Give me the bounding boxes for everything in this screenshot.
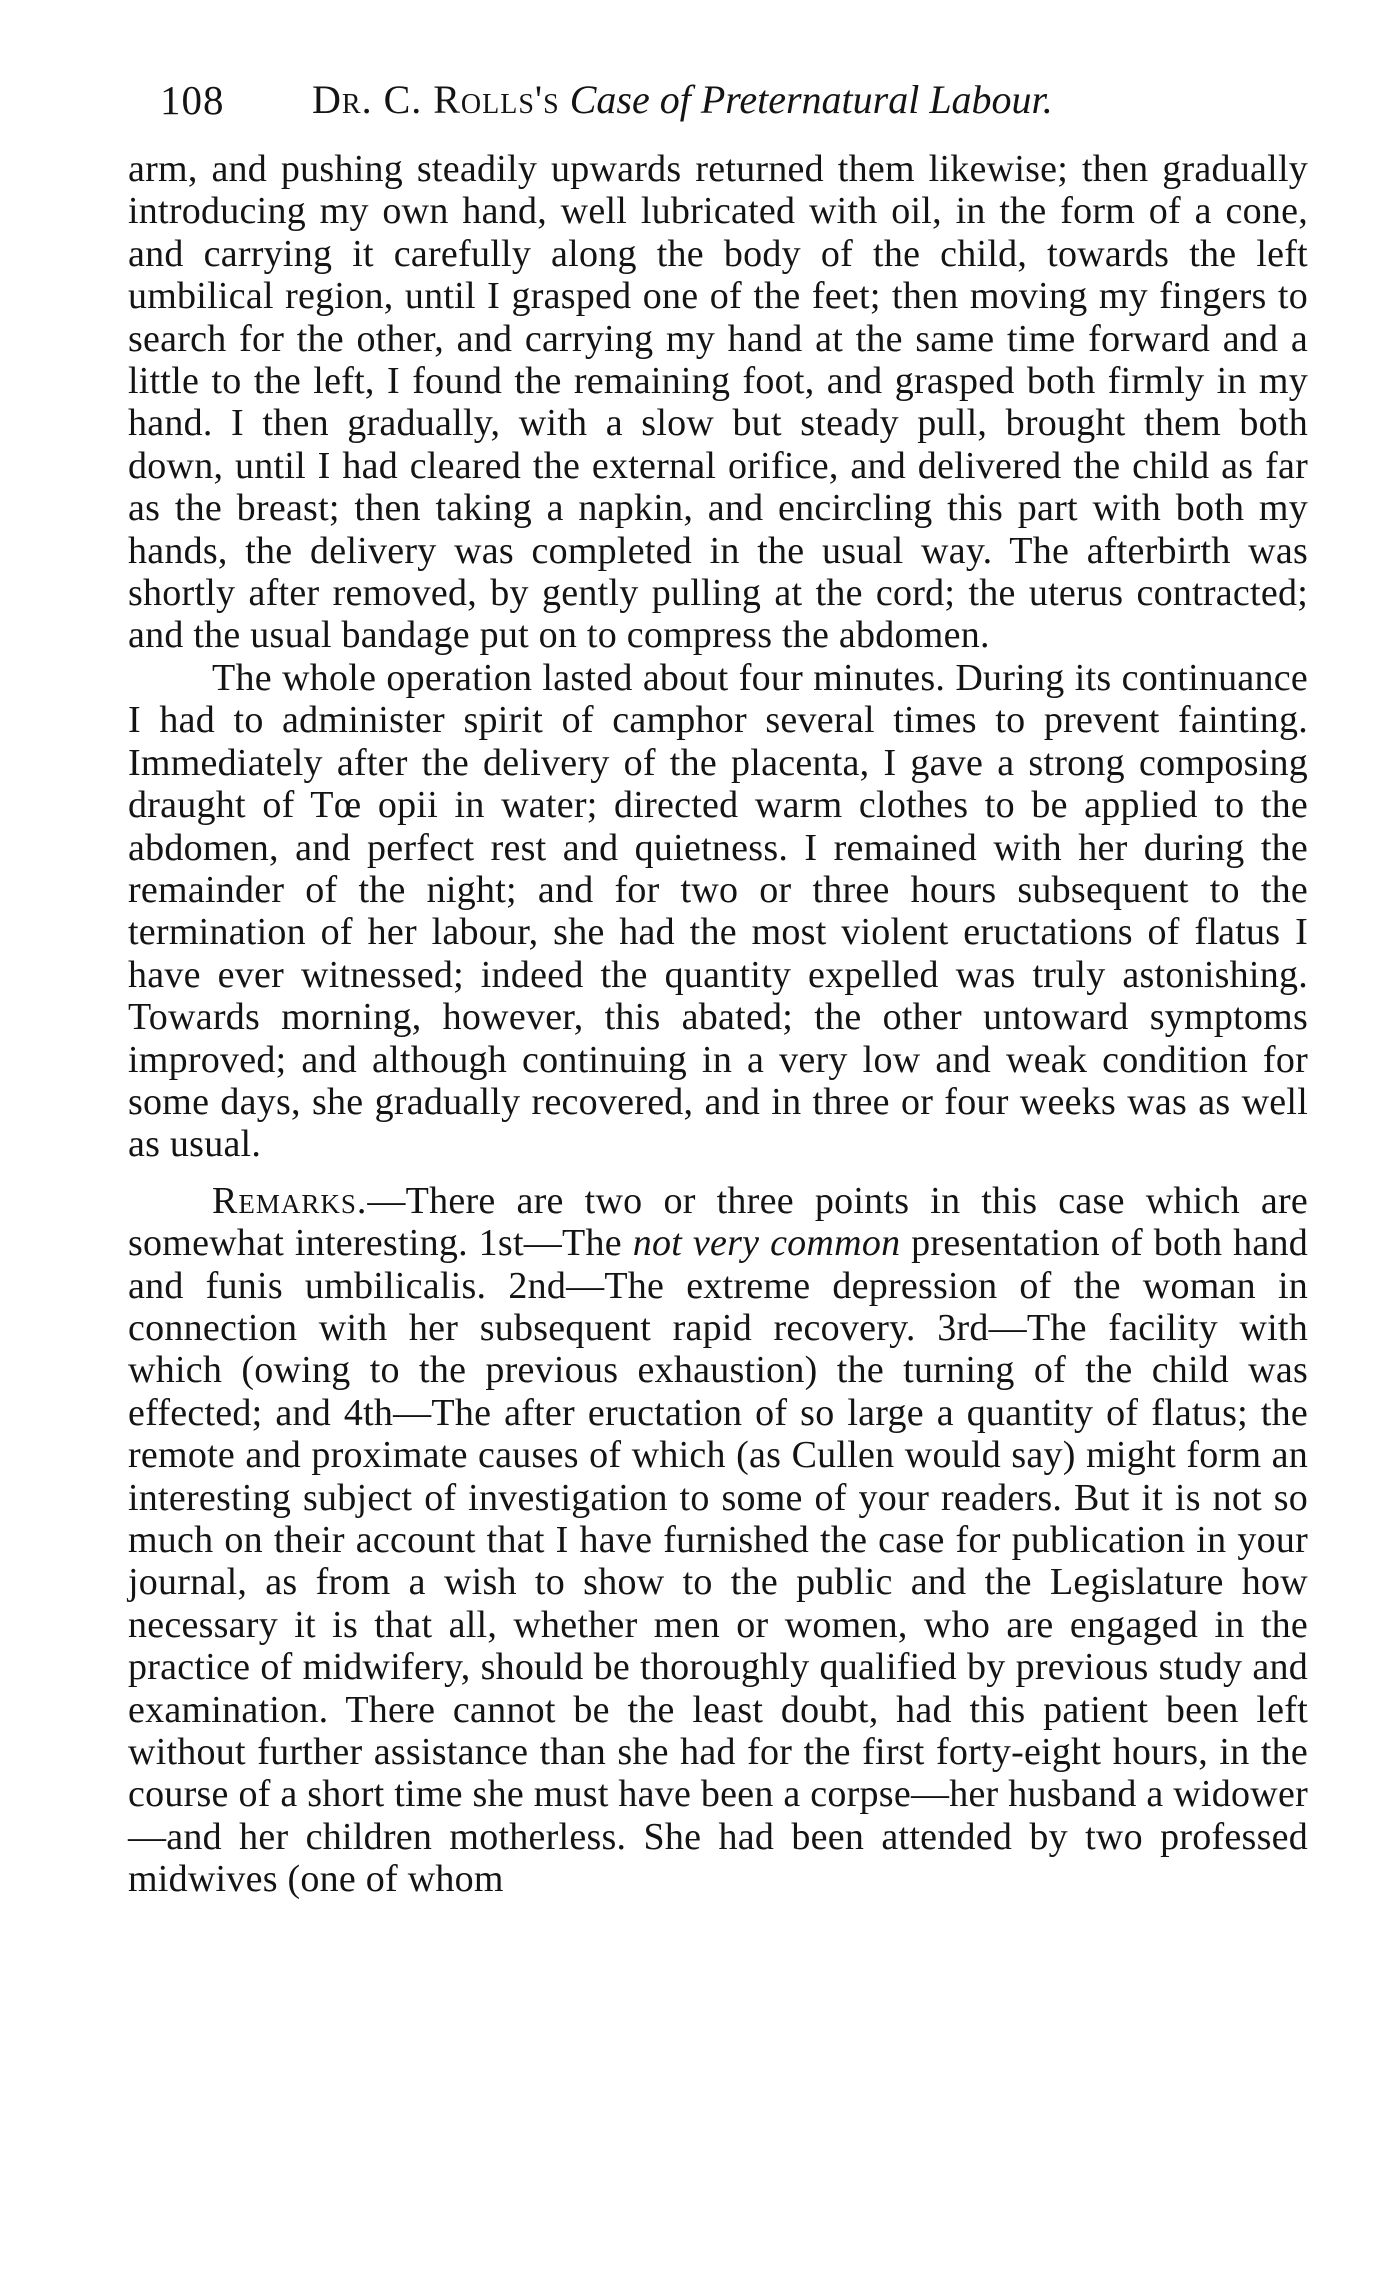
page-number: 108: [160, 77, 225, 123]
page-header: [160, 70, 1200, 130]
paragraph-remarks: [128, 1180, 1308, 1901]
remarks-text-2: presentation of both hand and funis umbilicalis. 2nd—The extreme depression of the woman in connection with her subsequent rapid recovery. 3rd—The facility with which (owing to the previous exhaustion) the turning of the child was effected; and 4th—The after eructation of so large a quantity of flatus; the remote and proximate causes of which (as Cullen would say) might form an interesting subject of investigation to some of your readers. But it is not so much on their account that I have furnished the case for publication in your journal, as from a wish to show to the public and the Legislature how necessary it is that all, whether men or women, who are engaged in the practice of midwifery, should be thoroughly qualified by previous study and examination. There cannot be the least doubt, had this patient been left without further assistance than she had for the first forty-eight hours, in the course of a short time she must have been a corpse—her husband a widower—and her children motherless. She had been attended by two professed midwives (one of whom: [128, 1222, 1308, 1901]
remarks-heading: Remarks.: [212, 1179, 368, 1222]
paragraph-operation: The whole operation lasted about four minutes. During its continuance I had to administer spirit of camphor several times to prevent fainting. Immediately after the delivery of the placenta, I gave a strong composing draught of Tœ opii in water; directed warm clothes to be applied to the abdomen, and perfect rest and quietness. I remained with her during the remainder of the night; and for two or three hours subsequent to the termination of her labour, she had the most violent eructations of flatus I have ever witnessed; indeed the quantity expelled was truly astonishing. Towards morning, however, this abated; the other untoward symptoms improved; and although continuing in a very low and weak condition for some days, she gradually recovered, and in three or four weeks was as well as usual.: [128, 656, 1308, 1166]
remarks-text-1: —There are two or three points in this case which are somewhat interesting. 1st—The: [128, 1179, 1308, 1265]
running-head-title: Case of Preternatural Labour.: [569, 77, 1053, 122]
running-head: [312, 70, 1053, 130]
running-head-author: Dr. C. Rolls's: [312, 77, 560, 122]
remarks-italic-phrase: not very common: [632, 1222, 901, 1265]
paragraph-continuation: arm, and pushing steadily upwards returned them likewise; then gradually introducing my own hand, well lubricated with oil, in the form of a cone, and carrying it carefully along the body of the child, towards the left umbilical region, until I grasped one of the feet; then moving my fingers to search for the other, and carrying my hand at the same time forward and a little to the left, I found the remaining foot, and grasped both firmly in my hand. I then gradually, with a slow but steady pull, brought them both down, until I had cleared the external orifice, and delivered the child as far as the breast; then taking a napkin, and encircling this part with both my hands, the delivery was completed in the usual way. The afterbirth was shortly after removed, by gently pulling at the cord; the uterus contracted; and the usual bandage put on to compress the abdomen.: [128, 148, 1308, 657]
body-text: [128, 148, 1308, 1901]
